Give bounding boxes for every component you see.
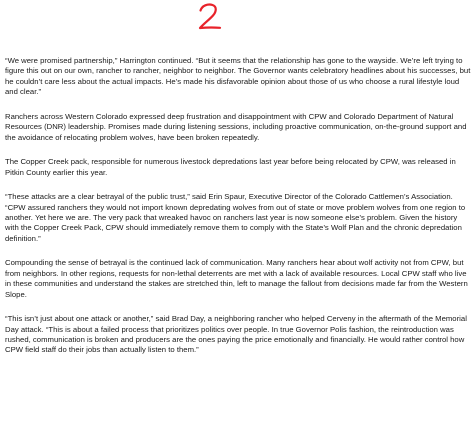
- handwritten-two-mark: [197, 2, 223, 32]
- paragraph-harrington-quote: “We were promised partnership,” Harrington continued. “But it seems that the relationship has gone to the wayside. We’re left trying to figure this out on our own, rancher to rancher, neighbor to neighbor. The Governor wants celebratory headlines about his successes, but he couldn’t care less about the actual impacts. He’s made his disfavorable opinion about those of us who choose a rural lifestyle loud and clear.”: [5, 56, 471, 97]
- paragraph-rancher-frustration: Ranchers across Western Colorado expressed deep frustration and disappointment with CPW and Colorado Department of Natural Resources (DNR) leadership. Promises made during listening sessions, including proactive communication, on-the-ground support and the avoidance of relocating problem wolves, have been broken repeatedly.: [5, 111, 467, 142]
- handwritten-page-number: [197, 2, 223, 32]
- paragraph-spaur-quote: “These attacks are a clear betrayal of the public trust,” said Erin Spaur, Executive Director of the Colorado Cattlemen’s Association. “CPW assured ranchers they would not import known depredating wolves from out of state or move problem wolves from one region to another. Yet here we are. The very pack that wreaked havoc on ranchers last year is now someone else’s problem. Given the history with the Copper Creek Pack, CPW should immediately remove them to comply with the State’s Wolf Plan and the chronic depredation definition.”: [5, 192, 466, 243]
- article-body: [5, 56, 471, 370]
- paragraph-copper-creek-pack: The Copper Creek pack, responsible for numerous livestock depredations last year before being relocated by CPW, was released in Pitkin County earlier this year.: [5, 157, 456, 177]
- paragraph-communication-lack: Compounding the sense of betrayal is the continued lack of communication. Many ranchers hear about wolf activity not from CPW, but from neighbors. In other regions, requests for non-lethal deterrents are met with a lack of available resources. Local CPW staff who live in these communities and understand the stakes are stretched thin, left to manage the fallout from decisions made far from the Western Slope.: [5, 258, 468, 299]
- paragraph-day-quote: “This isn’t just about one attack or another,” said Brad Day, a neighboring rancher who helped Cerveny in the aftermath of the Memorial Day attack. “This is about a failed process that prioritizes politics over people. In true Governor Polis fashion, the reintroduction was rushed, communication is broken and producers are the ones paying the price emotionally and financially. He would rather control how CPW field staff do their jobs than actually listen to them.”: [5, 314, 467, 355]
